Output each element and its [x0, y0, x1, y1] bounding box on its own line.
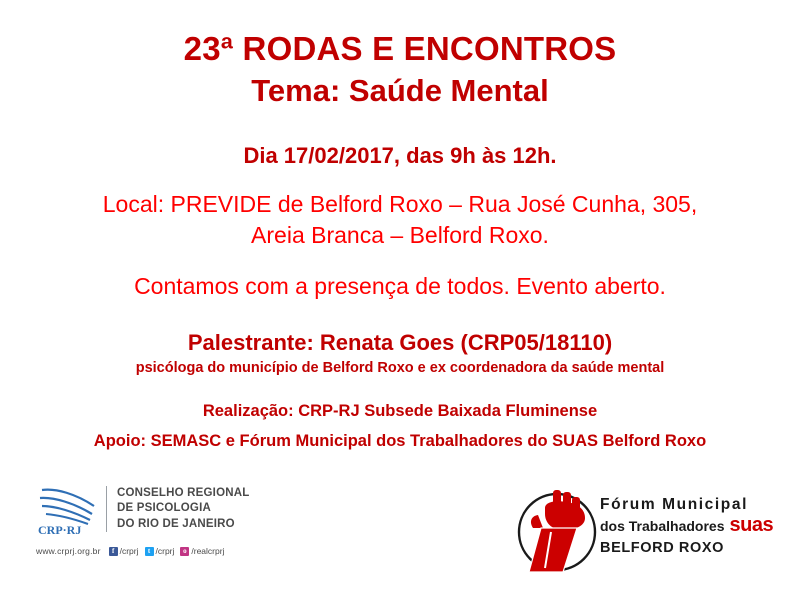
crp-logo-divider — [106, 486, 107, 532]
crp-website[interactable]: www.crprj.org.br — [36, 546, 101, 556]
forum-logo-line1: Fórum Municipal — [600, 496, 748, 513]
event-date: Dia 17/02/2017, das 9h às 12h. — [243, 143, 557, 169]
crp-logo-line2: DE PSICOLOGIA — [117, 502, 211, 515]
page-subtitle: Tema: Saúde Mental — [251, 72, 549, 108]
twitter-link[interactable] — [145, 546, 175, 556]
organizer-line: Realização: CRP-RJ Subsede Baixada Fluminense — [202, 402, 598, 421]
crp-logo-line3: DO RIO DE JANEIRO — [117, 517, 235, 530]
event-location-line2: Areia Branca – Belford Roxo. — [251, 222, 549, 249]
forum-logo-line2-prefix: dos Trabalhadores — [600, 518, 725, 534]
twitter-handle: /crprj — [155, 546, 175, 556]
raised-fist-icon — [505, 482, 615, 577]
crp-logo-line1: CONSELHO REGIONAL — [117, 487, 250, 500]
crp-contact-row — [36, 546, 286, 556]
crp-logo-top — [36, 482, 286, 536]
page-title: 23ª RODAS E ENCONTROS — [183, 30, 617, 67]
twitter-icon: t — [145, 547, 154, 556]
forum-municipal-logo — [600, 496, 780, 556]
event-location — [30, 189, 770, 251]
title-block — [30, 30, 770, 109]
instagram-handle: /realcrprj — [191, 546, 225, 556]
speaker-description: psicóloga do município de Belford Roxo e ex coordenadora da saúde mental — [135, 360, 665, 377]
svg-text:CRP·RJ: CRP·RJ — [38, 523, 82, 536]
facebook-link[interactable] — [109, 546, 139, 556]
facebook-icon: f — [109, 547, 118, 556]
forum-logo-suas: suas — [729, 514, 774, 536]
event-invitation: Contamos com a presença de todos. Evento aberto. — [134, 273, 666, 300]
crp-social-links — [109, 546, 225, 556]
speaker-name: Palestrante: Renata Goes (CRP05/18110) — [187, 330, 613, 356]
crp-logo-text — [117, 486, 249, 532]
support-line: Apoio: SEMASC e Fórum Municipal dos Trabalhadores do SUAS Belford Roxo — [93, 432, 707, 451]
forum-logo-line3: BELFORD ROXO — [600, 540, 725, 556]
instagram-link[interactable] — [180, 546, 224, 556]
logo-row — [0, 482, 800, 592]
crp-bird-icon — [36, 482, 102, 536]
instagram-icon: o — [180, 547, 189, 556]
facebook-handle: /crprj — [119, 546, 139, 556]
forum-logo-line2 — [600, 514, 780, 537]
event-location-line1: Local: PREVIDE de Belford Roxo – Rua José Cunha, 305, — [102, 191, 698, 218]
crp-rj-logo — [36, 482, 286, 556]
